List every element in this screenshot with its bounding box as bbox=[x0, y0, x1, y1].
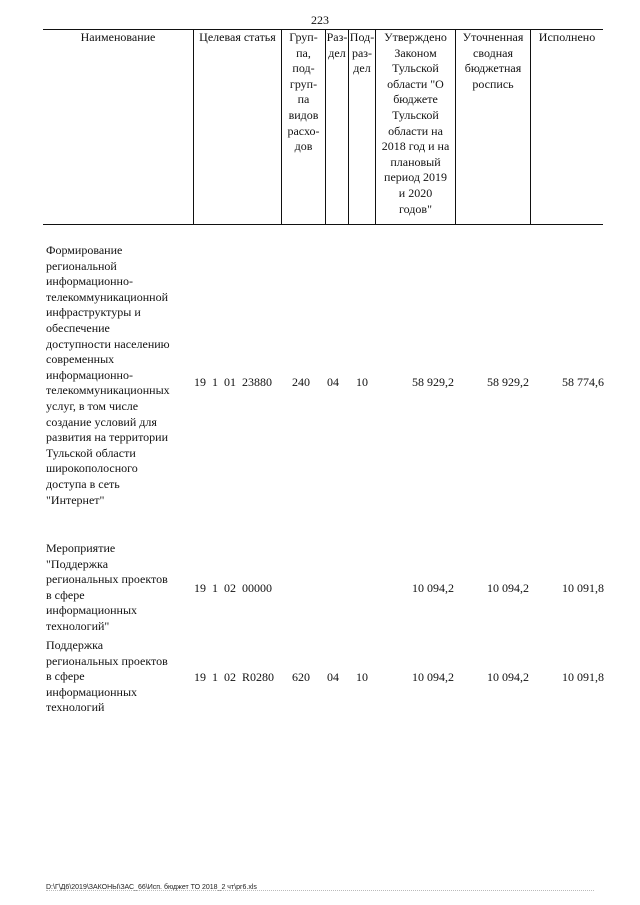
header-executed: Исполнено bbox=[530, 29, 603, 225]
row-1-target: 19 1 01 23880 bbox=[194, 375, 272, 389]
header-name: Наименование bbox=[80, 30, 156, 44]
row-3-refined: 10 094,2 bbox=[487, 670, 529, 684]
row-2-approved: 10 094,2 bbox=[412, 581, 454, 595]
row-1-refined: 58 929,2 bbox=[487, 375, 529, 389]
row-3-group: 620 bbox=[292, 670, 310, 684]
header-target: Целевая статья bbox=[193, 29, 281, 225]
header-subsection: Под- раз- дел bbox=[348, 29, 375, 225]
footer-divider bbox=[46, 890, 594, 891]
row-2-target: 19 1 02 00000 bbox=[194, 581, 272, 595]
row-1-name: Формирование региональной информационно- телекоммуникационной инфраструктуры и обеспечение доступности населению современных информационно- телекоммуникационных услуг, в том числе создание условий для развития на территории Тульской области широкополосного доступа в сеть "Интернет" bbox=[46, 243, 170, 507]
header-section: Раз- дел bbox=[325, 29, 348, 225]
row-3-section: 04 bbox=[327, 670, 339, 684]
header-group: Груп- па, под- груп- па видов расхо- дов bbox=[281, 29, 325, 225]
row-1-section: 04 bbox=[327, 375, 339, 389]
row-2-name: Мероприятие "Поддержка региональных проектов в сфере информационных технологий" bbox=[46, 541, 168, 633]
row-1-executed: 58 774,6 bbox=[562, 375, 604, 389]
row-3-executed: 10 091,8 bbox=[562, 670, 604, 684]
header-approved: Утверждено Законом Тульской области "О бюджете Тульской области на 2018 год и на плановый период 2019 и 2020 годов" bbox=[375, 29, 455, 225]
row-1-subsection: 10 bbox=[356, 375, 368, 389]
row-3-name: Поддержка региональных проектов в сфере информационных технологий bbox=[46, 638, 168, 715]
row-1-group: 240 bbox=[292, 375, 310, 389]
footer-file-path: D:\Г\Д6\2019\ЗАКОНЫ\ЗАС_66\Исп. бюджет ТО 2018_2 чт\рг6.xls bbox=[46, 884, 257, 891]
row-3-approved: 10 094,2 bbox=[412, 670, 454, 684]
row-3-subsection: 10 bbox=[356, 670, 368, 684]
row-2-executed: 10 091,8 bbox=[562, 581, 604, 595]
row-3-target: 19 1 02 R0280 bbox=[194, 670, 275, 684]
header-refined: Уточненная сводная бюджетная роспись bbox=[455, 29, 530, 225]
row-1-approved: 58 929,2 bbox=[412, 375, 454, 389]
row-2-refined: 10 094,2 bbox=[487, 581, 529, 595]
page-number: 223 bbox=[311, 13, 329, 27]
table-header bbox=[43, 29, 603, 225]
